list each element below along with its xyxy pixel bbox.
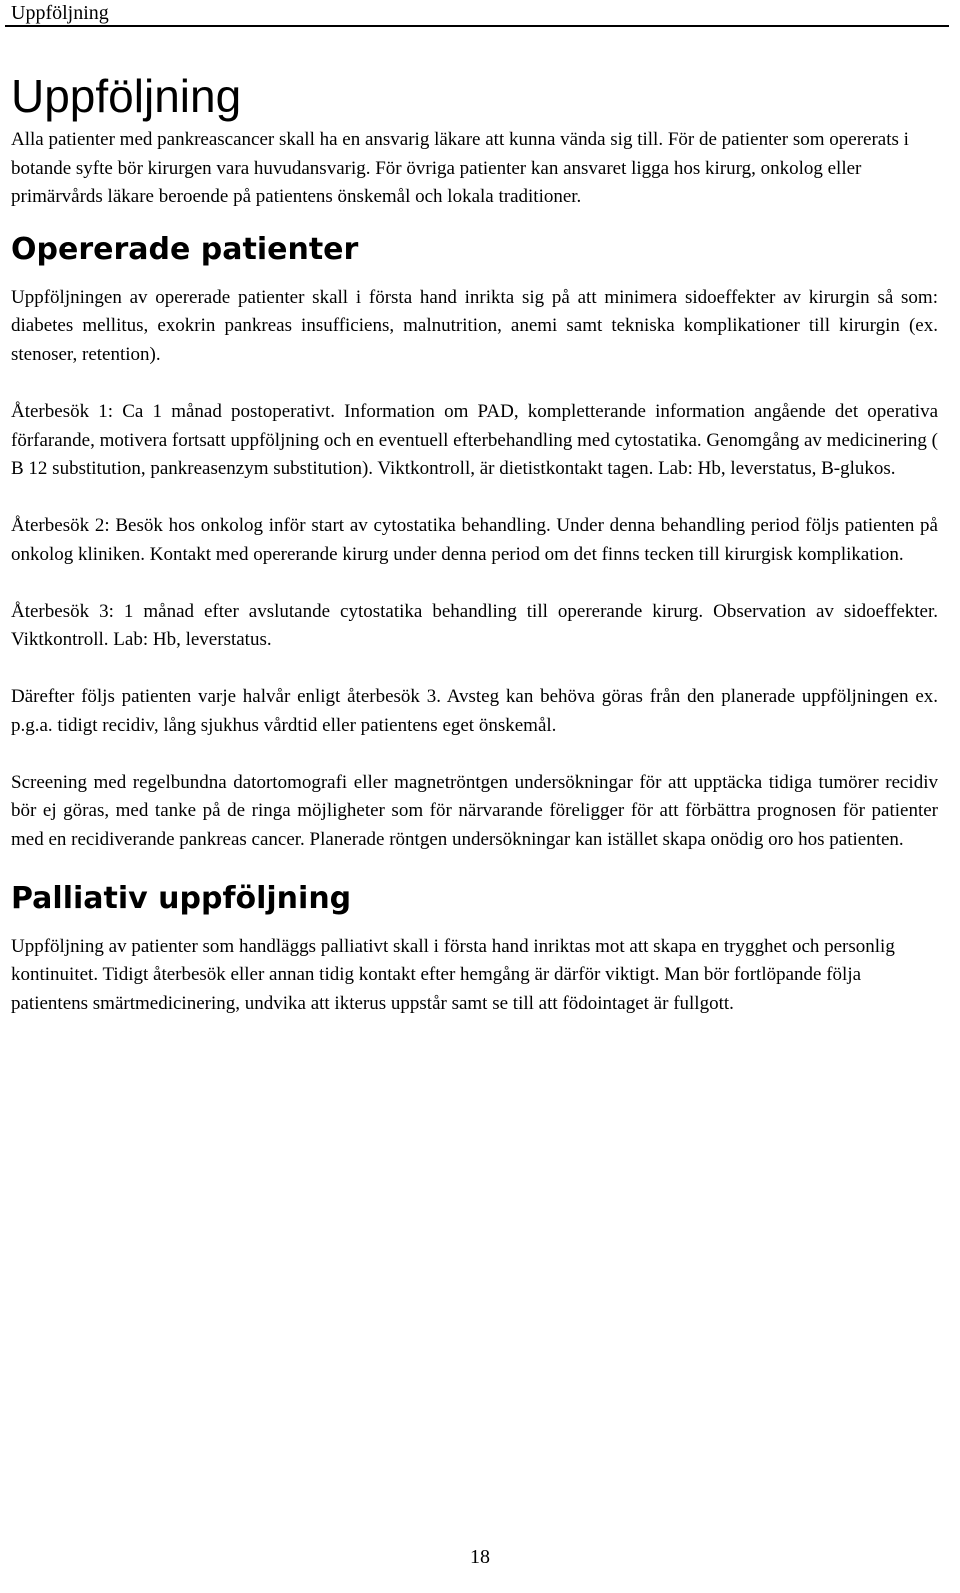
intro-paragraph: Alla patienter med pankreascancer skall ha en ansvarig läkare att kunna vända sig till. För de patienter som opererats i botande syfte bör kirurgen vara huvudansvarig. För övriga patienter kan ansvaret ligga hos kirurg, onkolog eller primärvårds läkare beroende på patientens önskemål och lokala traditioner. bbox=[11, 129, 909, 208]
paragraph-palliativ-1: Uppföljning av patienter som handläggs palliativt skall i första hand inriktas mot att skapa en trygghet och personlig kontinuitet. Tidigt återbesök eller annan tidig kontakt efter hemgång är därför viktigt. Man bör fortlöpande följa patientens smärtmedicinering, undvika att ikterus uppstår samt se till att födointaget är fullgott. bbox=[11, 935, 895, 1014]
paragraph-darefter: Därefter följs patienten varje halvår enligt återbesök 3. Avsteg kan behöva göras från den planerade uppföljningen ex. p.g.a. tidigt recidiv, lång sjukhus vårdtid eller patientens eget önskemål. bbox=[11, 686, 938, 736]
running-header: Uppföljning bbox=[11, 2, 109, 24]
header-rule bbox=[5, 25, 949, 27]
paragraph-aterbesok-2: Återbesök 2: Besök hos onkolog inför start av cytostatika behandling. Under denna behandling period följs patienten på onkolog kliniken. Kontakt med opererande kirurg under denna period om det finns tecken till kirurgisk komplikation. bbox=[11, 515, 938, 565]
section-heading-palliativ: Palliativ uppföljning bbox=[11, 880, 352, 916]
paragraph-opererade-1: Uppföljningen av opererade patienter skall i första hand inrikta sig på att minimera sidoeffekter av kirurgin så som: diabetes mellitus, exokrin pankreas insufficiens, malnutrition, anemi samt tekniska komplikationer till kirurgin (ex. stenoser, retention). bbox=[11, 286, 938, 365]
paragraph-screening: Screening med regelbundna datortomografi eller magnetröntgen undersökningar för att upptäcka tidiga tumörer recidiv bör ej göras, med tanke på de ringa möjligheter som för närvarande föreligger för att förbättra prognosen för patienter med en recidiverande pankreas cancer. Planerade röntgen undersökningar kan istället skapa onödig oro hos patienten. bbox=[11, 771, 938, 851]
page-number: 18 bbox=[470, 1546, 490, 1568]
paragraph-aterbesok-1: Återbesök 1: Ca 1 månad postoperativt. Information om PAD, kompletterande information angående det operativa förfarande, motivera fortsatt uppföljning och en eventuell efterbehandling med cytostatika. Genomgång av medicinering ( B 12 substitution, pankreasenzym substitution). Viktkontroll, är dietistkontakt tagen. Lab: Hb, leverstatus, B-glukos. bbox=[11, 400, 938, 480]
page-title: Uppföljning bbox=[11, 70, 242, 122]
section-heading-opererade: Opererade patienter bbox=[11, 231, 359, 267]
paragraph-aterbesok-3: Återbesök 3: 1 månad efter avslutande cytostatika behandling till opererande kirurg. Observation av sidoeffekter. Viktkontroll. Lab: Hb, leverstatus. bbox=[11, 600, 938, 651]
document-body bbox=[11, 66, 938, 1018]
